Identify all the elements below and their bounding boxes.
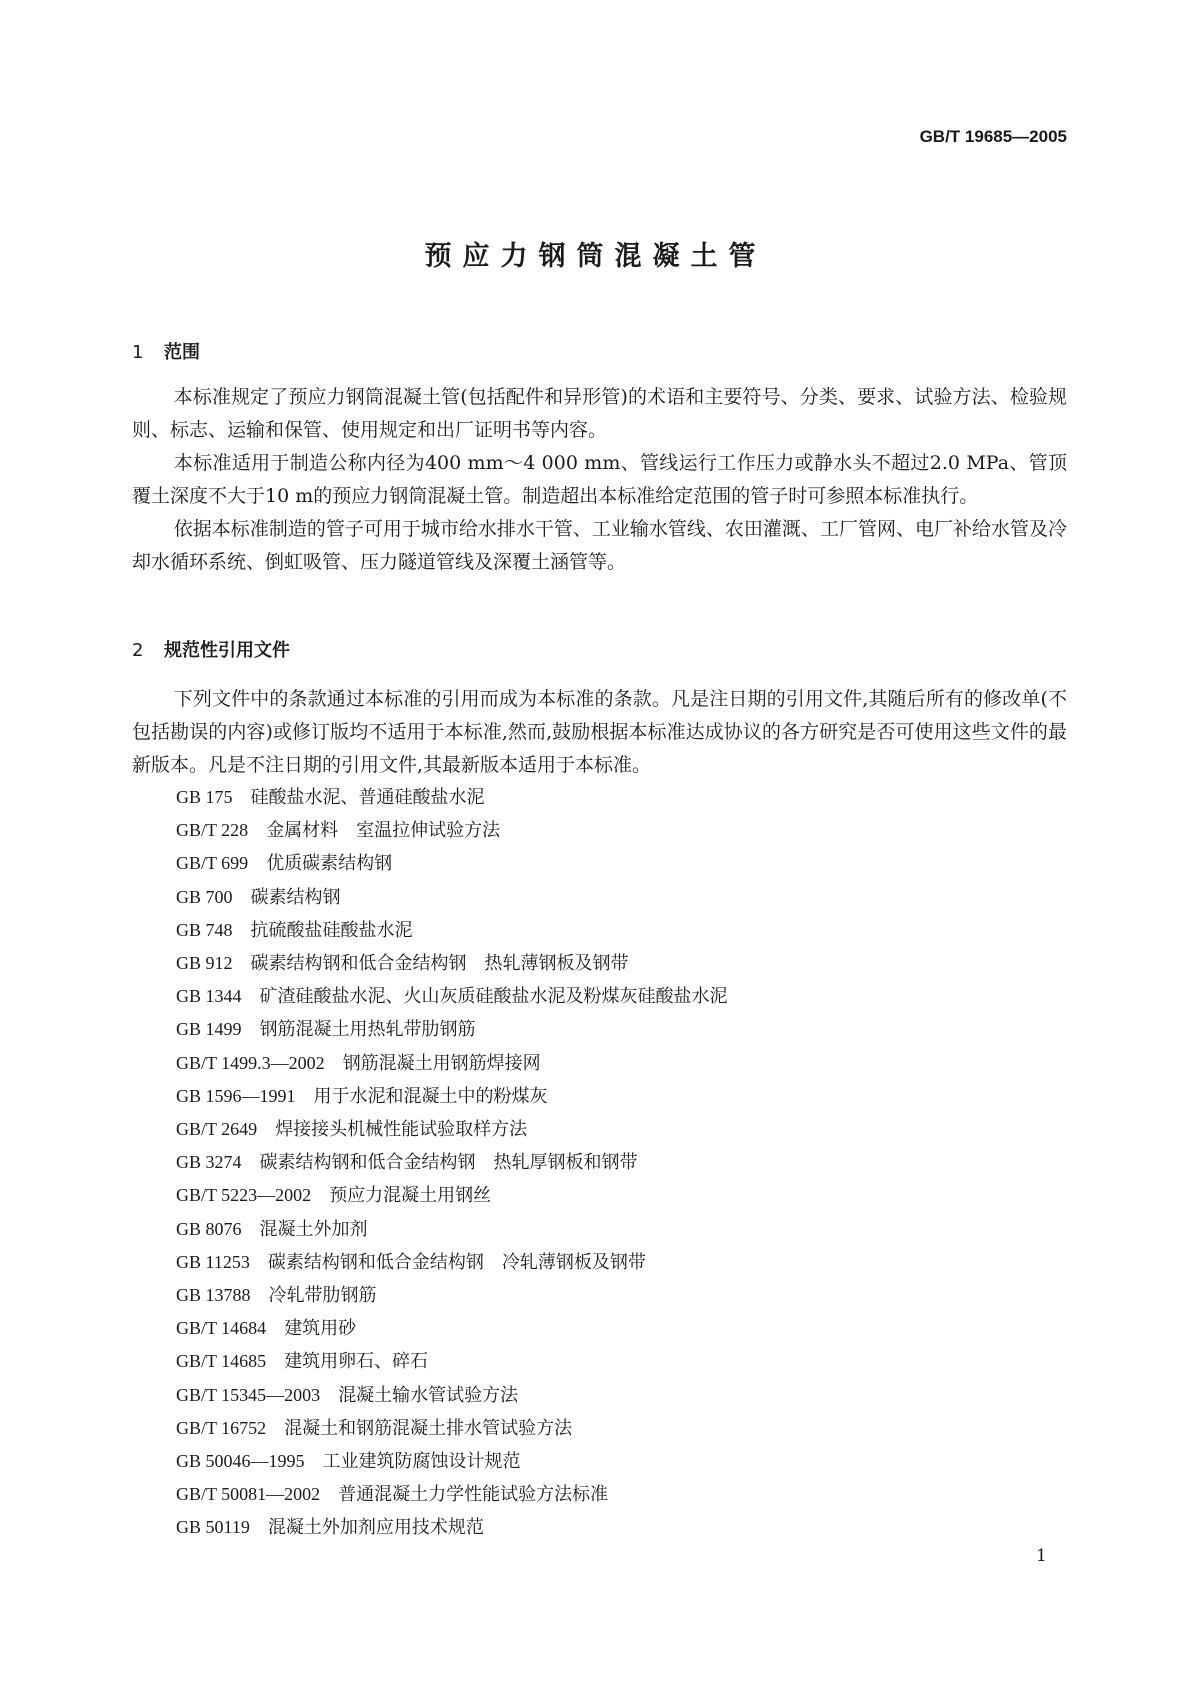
reference-title: 冷轧带肋钢筋: [268, 1285, 377, 1307]
section-number: 2: [132, 640, 144, 661]
section-number: 1: [132, 342, 144, 363]
reference-code: GB/T 14685: [176, 1351, 267, 1372]
reference-code: GB/T 5223—2002: [176, 1185, 312, 1206]
reference-item: [176, 1412, 728, 1445]
reference-item: [176, 1445, 728, 1478]
reference-title: 金属材料 室温拉伸试验方法: [266, 820, 501, 842]
section-2-body: [132, 683, 1067, 782]
reference-item: [176, 914, 728, 947]
standard-number-header: GB/T 19685—2005: [919, 127, 1067, 146]
paragraph: 下列文件中的条款通过本标准的引用而成为本标准的条款。凡是注日期的引用文件,其随后所有的修改单(不包括勘误的内容)或修订版均不适用于本标准,然而,鼓励根据本标准达成协议的各方研究是否可使用这些文件的最新版本。凡是不注日期的引用文件,其最新版本适用于本标准。: [132, 688, 1067, 776]
reference-title: 预应力混凝土用钢丝: [329, 1185, 492, 1207]
reference-title: 普通混凝土力学性能试验方法标准: [338, 1484, 609, 1506]
reference-code: GB/T 50081—2002: [176, 1484, 321, 1505]
section-2-heading: [132, 636, 290, 662]
reference-item: [176, 1013, 728, 1046]
reference-code: GB 13788: [176, 1285, 251, 1306]
reference-code: GB 1499: [176, 1019, 242, 1040]
paragraph: 本标准适用于制造公称内径为400 mm～4 000 mm、管线运行工作压力或静水头不超过2.0 MPa、管顶覆土深度不大于10 m的预应力钢筒混凝土管。制造超出本标准给定范围的管子时可参照本标准执行。: [132, 452, 1067, 507]
reference-code: GB 912: [176, 953, 233, 974]
section-title: 规范性引用文件: [164, 640, 290, 661]
reference-item: [176, 1246, 728, 1279]
reference-code: GB/T 699: [176, 853, 249, 874]
reference-item: [176, 947, 728, 980]
reference-item: [176, 881, 728, 914]
reference-title: 优质碳素结构钢: [266, 853, 393, 875]
reference-item: [176, 1312, 728, 1345]
reference-item: [176, 1379, 728, 1412]
reference-title: 混凝土和钢筋混凝土排水管试验方法: [284, 1417, 573, 1439]
reference-code: GB/T 228: [176, 820, 249, 841]
reference-item: [176, 814, 728, 847]
reference-item: [176, 1047, 728, 1080]
reference-title: 碳素结构钢和低合金结构钢 冷轧薄钢板及钢带: [267, 1251, 646, 1273]
reference-item: [176, 1478, 728, 1511]
reference-item: [176, 1179, 728, 1212]
section-1-body: [132, 381, 1067, 579]
reference-code: GB/T 1499.3—2002: [176, 1052, 325, 1073]
section-title: 范围: [164, 342, 200, 363]
reference-code: GB 11253: [176, 1251, 250, 1272]
reference-item: [176, 1080, 728, 1113]
section-1-heading: [132, 338, 200, 364]
reference-code: GB/T 16752: [176, 1417, 267, 1438]
reference-title: 碳素结构钢: [250, 886, 341, 908]
reference-code: GB 3274: [176, 1152, 242, 1173]
reference-code: GB 700: [176, 886, 233, 907]
reference-title: 焊接接头机械性能试验取样方法: [275, 1119, 528, 1141]
reference-title: 建筑用卵石、碎石: [284, 1351, 429, 1373]
reference-title: 抗硫酸盐硅酸盐水泥: [250, 919, 413, 941]
reference-item: [176, 1279, 728, 1312]
reference-item: [176, 980, 728, 1013]
normative-references-list: [176, 781, 728, 1545]
reference-title: 硅酸盐水泥、普通硅酸盐水泥: [250, 787, 485, 808]
reference-title: 建筑用砂: [284, 1318, 357, 1340]
paragraph: 本标准规定了预应力钢筒混凝土管(包括配件和异形管)的术语和主要符号、分类、要求、试验方法、检验规则、标志、运输和保管、使用规定和出厂证明书等内容。: [132, 386, 1067, 441]
reference-title: 钢筋混凝土用热轧带肋钢筋: [259, 1019, 476, 1041]
reference-code: GB 1344: [176, 986, 242, 1007]
reference-code: GB 50046—1995: [176, 1451, 305, 1472]
reference-title: 工业建筑防腐蚀设计规范: [322, 1451, 521, 1473]
reference-item: [176, 1113, 728, 1146]
reference-code: GB 50119: [176, 1517, 250, 1538]
reference-title: 混凝土外加剂: [259, 1218, 368, 1240]
reference-code: GB 175: [176, 787, 233, 807]
reference-item: [176, 847, 728, 880]
reference-code: GB 8076: [176, 1218, 242, 1239]
paragraph: 依据本标准制造的管子可用于城市给水排水干管、工业输水管线、农田灌溉、工厂管网、电厂补给水管及冷却水循环系统、倒虹吸管、压力隧道管线及深覆土涵管等。: [132, 518, 1067, 573]
reference-code: GB/T 15345—2003: [176, 1384, 321, 1405]
reference-title: 混凝土外加剂应用技术规范: [267, 1517, 484, 1539]
document-title: 预应力钢筒混凝土管: [424, 241, 767, 272]
reference-title: 矿渣硅酸盐水泥、火山灰质硅酸盐水泥及粉煤灰硅酸盐水泥: [259, 986, 728, 1008]
reference-code: GB 1596—1991: [176, 1085, 296, 1106]
reference-title: 碳素结构钢和低合金结构钢 热轧厚钢板和钢带: [259, 1152, 638, 1174]
page-number: 1: [1036, 1546, 1047, 1566]
reference-item: [176, 1213, 728, 1246]
reference-title: 钢筋混凝土用钢筋焊接网: [342, 1052, 541, 1074]
reference-title: 用于水泥和混凝土中的粉煤灰: [313, 1085, 548, 1107]
reference-title: 碳素结构钢和低合金结构钢 热轧薄钢板及钢带: [250, 953, 629, 975]
reference-code: GB/T 14684: [176, 1318, 267, 1339]
reference-item: [176, 1345, 728, 1378]
reference-code: GB 748: [176, 919, 233, 940]
reference-title: 混凝土输水管试验方法: [338, 1384, 519, 1406]
reference-item: [176, 781, 728, 814]
reference-code: GB/T 2649: [176, 1119, 258, 1140]
reference-item: [176, 1146, 728, 1179]
reference-item: [176, 1511, 728, 1544]
